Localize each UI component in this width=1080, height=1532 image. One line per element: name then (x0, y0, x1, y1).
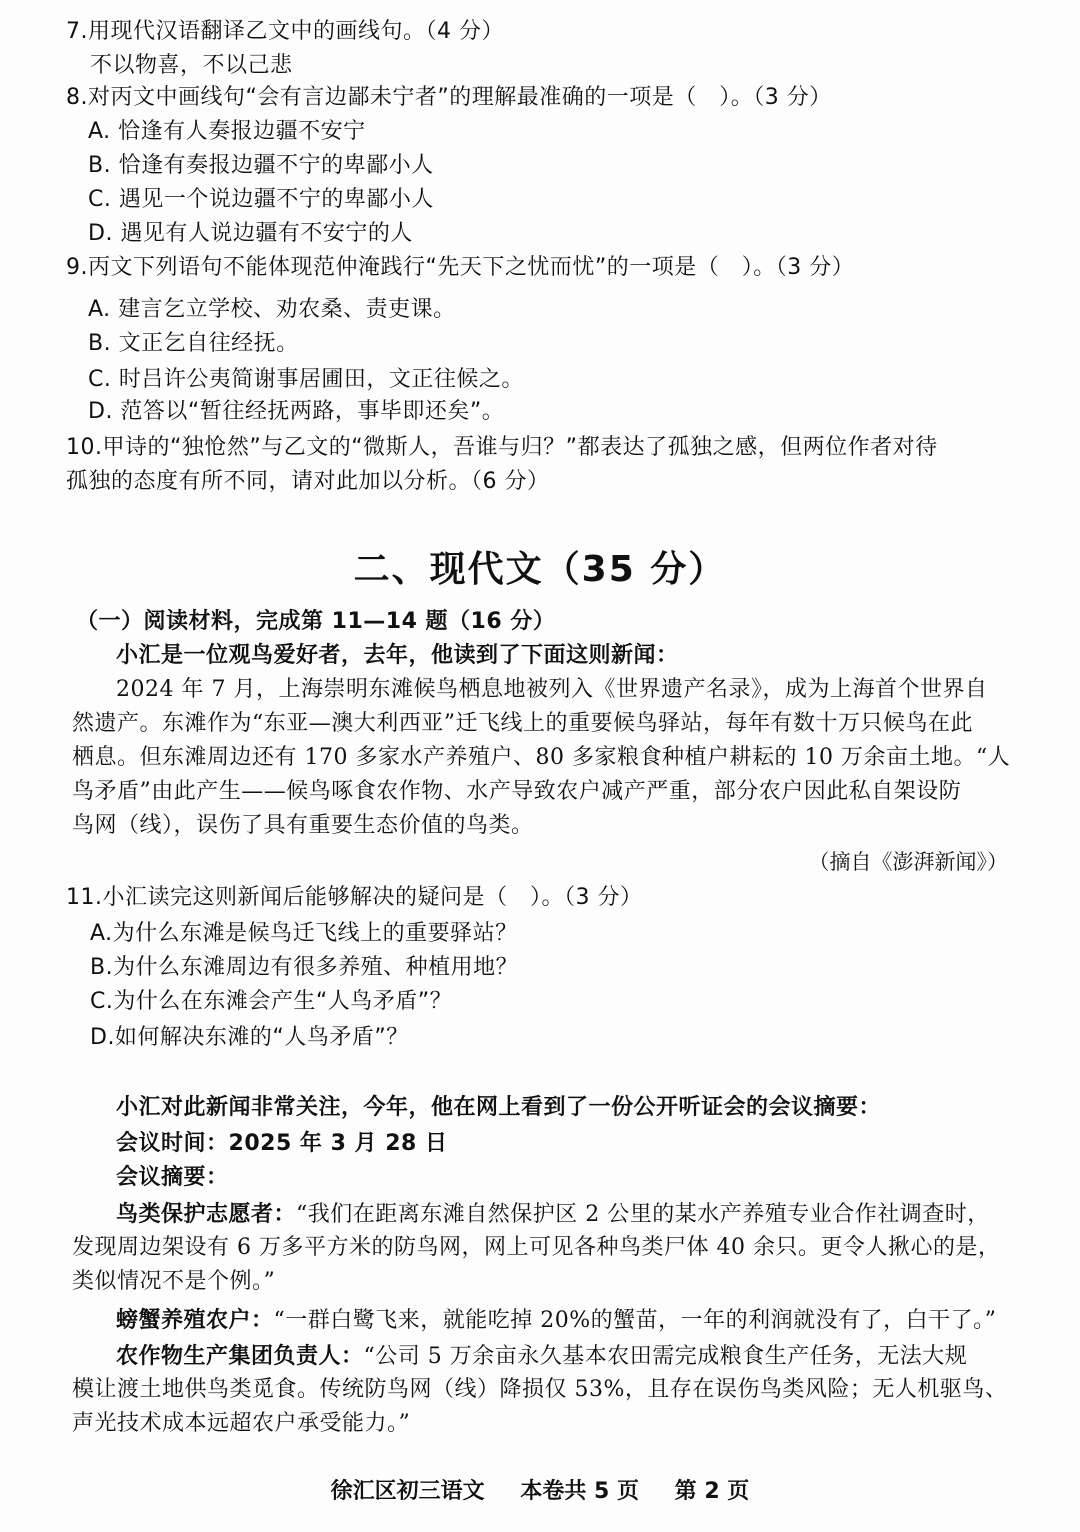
footer-exam-name: 徐汇区初三语文 (330, 1479, 485, 1504)
news-line-2: 然遗产。东滩作为“东亚—澳大利西亚”迁飞线上的重要候鸟驿站，每年有数十万只候鸟在此 (72, 711, 973, 736)
news-line-4: 鸟矛盾”由此产生——候鸟啄食农作物、水产导致农户减产严重，部分农户因此私自架设防 (72, 779, 962, 804)
question-11-option-c: C.为什么在东滩会产生“人鸟矛盾”？ (90, 989, 453, 1014)
question-8-option-d: D. 遇见有人说边疆有不安宁的人 (88, 221, 413, 246)
question-11-option-a: A.为什么东滩是候鸟迁飞线上的重要驿站？ (90, 921, 518, 946)
volunteer-text-1: “我们在距离东滩自然保护区 2 公里的某水产养殖专业合作社调查时， (296, 1202, 990, 1227)
question-8-option-a: A. 恰逢有人奏报边疆不安宁 (88, 119, 366, 144)
question-11: 11.小汇读完这则新闻后能够解决的疑问是（ ）。（3 分） (66, 885, 643, 910)
question-9-option-a: A. 建言乞立学校、劝农桑、责吏课。 (88, 297, 456, 322)
news-line-3: 栖息。但东滩周边还有 170 多家水产养殖户、80 多家粮食种植户耕耘的 10 万余亩土地。“人 (72, 745, 1011, 770)
crop-manager-label: 农作物生产集团负责人： (116, 1343, 364, 1369)
question-7: 7.用现代汉语翻译乙文中的画线句。（4 分） (66, 19, 504, 44)
news-intro: 小汇是一位观鸟爱好者，去年，他读到了下面这则新闻： (116, 643, 679, 668)
question-10-line-1: 10.甲诗的“独怆然”与乙文的“微斯人，吾谁与归？”都表达了孤独之感，但两位作者对待 (66, 435, 938, 460)
question-8: 8.对丙文中画线句“会有言边鄙未宁者”的理解最准确的一项是（ ）。（3 分） (66, 85, 832, 110)
news-line-5: 鸟网（线），误伤了具有重要生态价值的鸟类。 (72, 813, 534, 838)
footer-page-number: 第 2 页 (674, 1479, 750, 1504)
question-9-option-d: D. 范答以“暂往经抚两路，事毕即还矣”。 (88, 399, 505, 424)
meeting-time-label: 会议时间： (116, 1131, 229, 1156)
meeting-summary-label: 会议摘要： (116, 1165, 229, 1190)
news-line-1: 2024 年 7 月，上海崇明东滩候鸟栖息地被列入《世界遗产名录》，成为上海首个世界自 (116, 677, 988, 702)
question-9-option-c: C. 时吕许公夷简谢事居圃田，文正往候之。 (88, 367, 524, 392)
question-8-option-b: B. 恰逢有奏报边疆不宁的卑鄙小人 (88, 153, 434, 178)
meeting-time-value: 2025 年 3 月 28 日 (228, 1131, 448, 1156)
question-7-sentence: 不以物喜，不以己悲 (90, 53, 293, 78)
crop-manager-statement-line-2: 模让渡土地供鸟类觅食。传统防鸟网（线）降损仅 53%，且存在误伤鸟类风险；无人机驱鸟、 (72, 1377, 1008, 1402)
question-9-option-b: B. 文正乞自往经抚。 (88, 331, 299, 356)
section-title: 二、现代文（35 分） (353, 549, 727, 590)
volunteer-statement-line-1 (116, 1200, 990, 1229)
meeting-intro: 小汇对此新闻非常关注，今年，他在网上看到了一份公开听证会的会议摘要： (116, 1095, 882, 1120)
question-11-option-d: D.如何解决东滩的“人鸟矛盾”？ (90, 1025, 409, 1050)
crab-farmer-text: “一群白鹭飞来，就能吃掉 20%的蟹苗，一年的利润就没有了，白干了。” (273, 1308, 997, 1333)
question-8-option-c: C. 遇见一个说边疆不宁的卑鄙小人 (88, 187, 434, 212)
volunteer-statement-line-2: 发现周边架设有 6 万多平方米的防鸟网，网上可见各种鸟类尸体 40 余只。更令人揪心的是， (72, 1235, 1001, 1260)
news-source: （摘自《澎湃新闻》） (808, 850, 1008, 874)
crab-farmer-label: 螃蟹养殖农户： (116, 1307, 274, 1333)
question-10-line-2: 孤独的态度有所不同，请对此加以分析。（6 分） (66, 469, 550, 494)
part-title: （一）阅读材料，完成第 11—14 题（16 分） (76, 609, 556, 634)
page-footer (0, 1478, 1080, 1506)
crop-manager-statement-line-3: 声光技术成本远超农户承受能力。” (72, 1411, 411, 1436)
crop-manager-text-1: “公司 5 万余亩永久基本农田需完成粮食生产任务，无法大规 (363, 1344, 968, 1369)
question-9: 9.丙文下列语句不能体现范仲淹践行“先天下之忧而忧”的一项是（ ）。（3 分） (66, 255, 855, 280)
footer-total-pages: 本卷共 5 页 (520, 1479, 639, 1504)
volunteer-statement-line-3: 类似情况不是个例。” (72, 1269, 276, 1294)
volunteer-label: 鸟类保护志愿者： (116, 1201, 297, 1227)
meeting-time (116, 1130, 447, 1158)
question-11-option-b: B.为什么东滩周边有很多养殖、种植用地？ (90, 955, 519, 980)
crop-manager-statement-line-1 (116, 1342, 967, 1371)
crab-farmer-statement (116, 1306, 996, 1335)
